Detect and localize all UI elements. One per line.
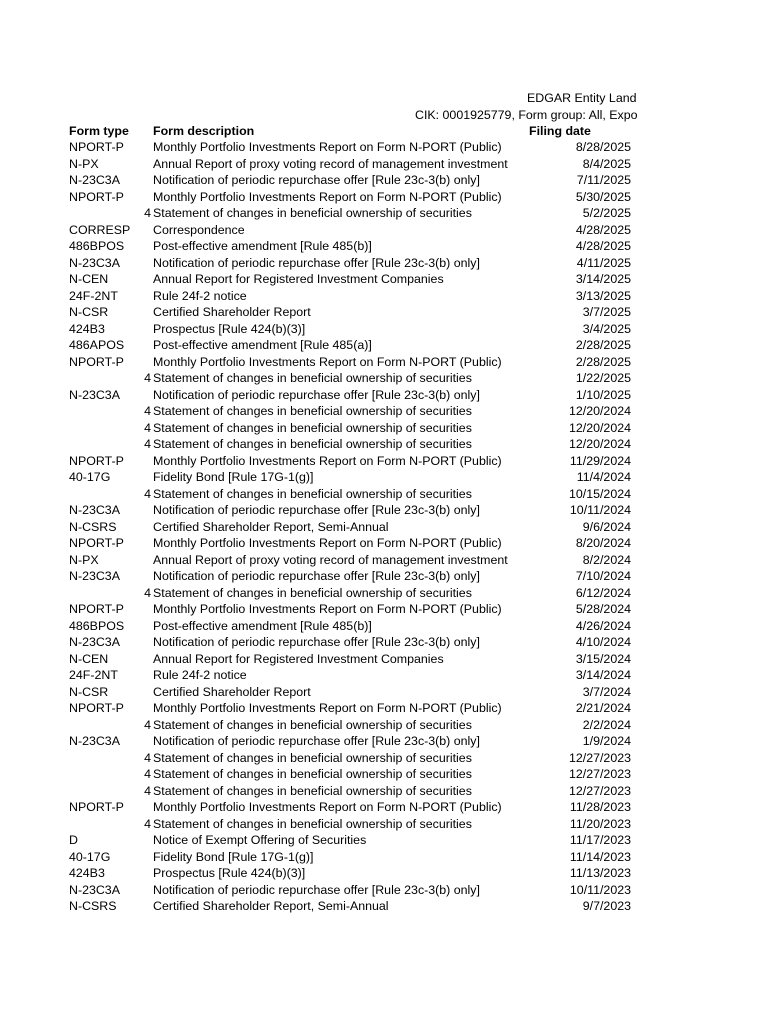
filing-date-cell: 10/15/2024 [568, 486, 631, 501]
form-type-cell: NPORT-P [69, 602, 124, 616]
form-description-cell: Notification of periodic repurchase offer [Rule 23c-3(b) only] [153, 635, 480, 649]
table-row [0, 420, 768, 437]
filing-date-cell: 12/27/2023 [568, 783, 631, 798]
table-row [0, 552, 768, 569]
table-row [0, 337, 768, 354]
table-row [0, 238, 768, 255]
form-type-cell: 4 [144, 420, 151, 435]
filing-date-cell: 4/28/2025 [575, 222, 631, 237]
table-row [0, 568, 768, 585]
form-type-cell: N-CEN [69, 272, 109, 286]
table-row [0, 816, 768, 833]
table-row [0, 601, 768, 618]
form-description-cell: Statement of changes in beneficial ownership of securities [153, 585, 472, 600]
filing-date-cell: 11/13/2023 [569, 866, 631, 880]
filing-date-cell: 12/27/2023 [568, 750, 631, 765]
table-row [0, 189, 768, 206]
report-subtitle: CIK: 0001925779, Form group: All, Expo [415, 108, 638, 122]
form-description-cell: Statement of changes in beneficial ownership of securities [153, 816, 472, 831]
filing-date-cell: 9/7/2023 [582, 899, 631, 913]
form-description-cell: Post-effective amendment [Rule 485(b)] [153, 618, 372, 633]
form-type-cell: D [69, 833, 78, 847]
table-row [0, 139, 768, 156]
table-row [0, 783, 768, 800]
filing-date-cell: 12/27/2023 [568, 767, 631, 781]
table-row [0, 403, 768, 420]
table-row [0, 849, 768, 866]
form-type-cell: 4 [144, 404, 151, 418]
filing-date-cell: 6/12/2024 [575, 585, 631, 600]
form-description-cell: Fidelity Bond [Rule 17G-1(g)] [153, 470, 314, 484]
form-type-cell: N-23C3A [69, 635, 120, 649]
form-description-cell: Annual Report of proxy voting record of management investment [153, 156, 508, 171]
filing-date-cell: 8/28/2025 [575, 140, 631, 154]
filing-date-cell: 5/30/2025 [575, 189, 631, 204]
form-type-cell: 4 [144, 816, 151, 831]
filing-date-cell: 1/10/2025 [575, 387, 631, 402]
form-type-cell: NPORT-P [69, 536, 124, 550]
form-description-cell: Statement of changes in beneficial ownership of securities [153, 767, 472, 781]
table-row [0, 585, 768, 602]
form-type-cell: 4 [144, 585, 151, 600]
table-row [0, 717, 768, 734]
table-row [0, 205, 768, 222]
form-type-cell: N-CSRS [69, 899, 117, 913]
filing-date-cell: 5/28/2024 [575, 602, 631, 616]
filing-date-cell: 11/28/2023 [569, 800, 631, 814]
form-type-cell: N-PX [69, 156, 99, 171]
filing-date-cell: 2/28/2025 [575, 338, 631, 352]
column-header-form-description: Form description [153, 124, 255, 138]
filing-date-cell: 3/4/2025 [582, 321, 631, 336]
filing-date-cell: 8/4/2025 [582, 156, 631, 171]
form-type-cell: NPORT-P [69, 701, 124, 715]
table-row [0, 667, 768, 684]
table-row [0, 882, 768, 899]
filing-date-cell: 3/7/2024 [582, 684, 631, 699]
table-row [0, 321, 768, 338]
filing-date-cell: 2/2/2024 [582, 717, 631, 732]
form-description-cell: Notification of periodic repurchase offer [Rule 23c-3(b) only] [153, 173, 480, 187]
form-type-cell: N-CSRS [69, 519, 117, 534]
filing-date-cell: 12/20/2024 [568, 437, 631, 451]
form-type-cell: 424B3 [69, 321, 105, 336]
form-description-cell: Certified Shareholder Report [153, 684, 311, 699]
table-row [0, 172, 768, 189]
table-row [0, 370, 768, 387]
form-description-cell: Fidelity Bond [Rule 17G-1(g)] [153, 849, 314, 864]
filing-date-cell: 8/20/2024 [575, 536, 631, 550]
form-description-cell: Prospectus [Rule 424(b)(3)] [153, 866, 306, 880]
form-type-cell: 24F-2NT [69, 288, 118, 303]
form-description-cell: Monthly Portfolio Investments Report on Form N-PORT (Public) [153, 701, 502, 715]
form-type-cell: 4 [144, 371, 151, 385]
filing-date-cell: 9/6/2024 [582, 519, 631, 534]
form-description-cell: Rule 24f-2 notice [153, 668, 247, 682]
table-row [0, 271, 768, 288]
form-description-cell: Monthly Portfolio Investments Report on Form N-PORT (Public) [153, 800, 502, 814]
table-row [0, 502, 768, 519]
form-type-cell: 40-17G [69, 849, 111, 864]
filing-date-cell: 10/11/2023 [569, 882, 631, 897]
form-type-cell: N-CSR [69, 305, 109, 319]
filing-date-cell: 2/21/2024 [575, 701, 631, 715]
form-type-cell: NPORT-P [69, 800, 124, 814]
form-description-cell: Annual Report for Registered Investment Companies [153, 651, 444, 666]
form-type-cell: N-23C3A [69, 173, 120, 187]
form-description-cell: Post-effective amendment [Rule 485(a)] [153, 338, 372, 352]
form-description-cell: Certified Shareholder Report, Semi-Annual [153, 519, 389, 534]
form-description-cell: Statement of changes in beneficial ownership of securities [153, 206, 472, 220]
form-type-cell: NPORT-P [69, 453, 124, 468]
form-description-cell: Statement of changes in beneficial ownership of securities [153, 404, 472, 418]
table-row [0, 535, 768, 552]
form-type-cell: N-CEN [69, 651, 109, 666]
table-row [0, 750, 768, 767]
table-row [0, 486, 768, 503]
table-row [0, 799, 768, 816]
form-description-cell: Monthly Portfolio Investments Report on Form N-PORT (Public) [153, 602, 502, 616]
table-row [0, 700, 768, 717]
form-description-cell: Rule 24f-2 notice [153, 288, 247, 303]
form-description-cell: Notification of periodic repurchase offer [Rule 23c-3(b) only] [153, 387, 480, 402]
filing-date-cell: 10/11/2024 [569, 503, 631, 517]
form-type-cell: N-CSR [69, 684, 109, 699]
form-type-cell: NPORT-P [69, 189, 124, 204]
form-type-cell: N-23C3A [69, 255, 120, 270]
table-row [0, 684, 768, 701]
table-row [0, 618, 768, 635]
table-row [0, 634, 768, 651]
filing-date-cell: 12/20/2024 [568, 404, 631, 418]
form-description-cell: Statement of changes in beneficial ownership of securities [153, 750, 472, 765]
form-description-cell: Notification of periodic repurchase offer [Rule 23c-3(b) only] [153, 255, 480, 270]
filing-date-cell: 11/29/2024 [569, 453, 631, 468]
table-row [0, 651, 768, 668]
filing-date-cell: 4/10/2024 [575, 635, 631, 649]
form-type-cell: 4 [144, 783, 151, 798]
form-description-cell: Notification of periodic repurchase offer [Rule 23c-3(b) only] [153, 734, 480, 748]
table-row [0, 469, 768, 486]
filing-date-cell: 1/22/2025 [575, 371, 631, 385]
filing-date-cell: 3/14/2024 [575, 668, 631, 682]
form-description-cell: Monthly Portfolio Investments Report on Form N-PORT (Public) [153, 354, 502, 369]
filings-table [0, 139, 768, 915]
filing-date-cell: 3/15/2024 [575, 651, 631, 666]
form-description-cell: Notification of periodic repurchase offer [Rule 23c-3(b) only] [153, 882, 480, 897]
form-description-cell: Monthly Portfolio Investments Report on Form N-PORT (Public) [153, 536, 502, 550]
filing-date-cell: 5/2/2025 [582, 206, 631, 220]
form-type-cell: 4 [144, 750, 151, 765]
form-description-cell: Post-effective amendment [Rule 485(b)] [153, 239, 372, 253]
form-type-cell: 40-17G [69, 470, 111, 484]
column-header-filing-date: Filing date [529, 124, 591, 138]
filing-date-cell: 8/2/2024 [582, 552, 631, 567]
filing-date-cell: 7/10/2024 [575, 569, 631, 583]
filing-date-cell: 4/28/2025 [575, 239, 631, 253]
table-row [0, 832, 768, 849]
form-type-cell: 424B3 [69, 866, 105, 880]
form-type-cell: N-23C3A [69, 569, 120, 583]
table-row [0, 387, 768, 404]
filing-date-cell: 11/20/2023 [569, 816, 631, 831]
filing-date-cell: 3/13/2025 [575, 288, 631, 303]
table-row [0, 733, 768, 750]
filing-date-cell: 11/4/2024 [576, 470, 631, 484]
form-description-cell: Statement of changes in beneficial ownership of securities [153, 486, 472, 501]
table-row [0, 288, 768, 305]
form-description-cell: Certified Shareholder Report, Semi-Annual [153, 899, 389, 913]
form-type-cell: 24F-2NT [69, 668, 118, 682]
form-description-cell: Prospectus [Rule 424(b)(3)] [153, 321, 306, 336]
form-type-cell: 4 [144, 767, 151, 781]
filing-date-cell: 4/26/2024 [575, 618, 631, 633]
table-row [0, 453, 768, 470]
form-type-cell: N-23C3A [69, 882, 120, 897]
form-description-cell: Monthly Portfolio Investments Report on Form N-PORT (Public) [153, 189, 502, 204]
form-description-cell: Correspondence [153, 222, 245, 237]
form-description-cell: Certified Shareholder Report [153, 305, 311, 319]
filing-date-cell: 3/7/2025 [582, 305, 631, 319]
table-row [0, 354, 768, 371]
form-description-cell: Notice of Exempt Offering of Securities [153, 833, 367, 847]
table-row [0, 156, 768, 173]
table-row [0, 436, 768, 453]
filing-date-cell: 11/17/2023 [569, 833, 631, 847]
form-description-cell: Monthly Portfolio Investments Report on Form N-PORT (Public) [153, 453, 502, 468]
form-description-cell: Monthly Portfolio Investments Report on Form N-PORT (Public) [153, 140, 502, 154]
form-type-cell: N-23C3A [69, 387, 120, 402]
table-row [0, 222, 768, 239]
filing-date-cell: 12/20/2024 [568, 420, 631, 435]
table-row [0, 304, 768, 321]
form-type-cell: 4 [144, 206, 151, 220]
column-header-form-type: Form type [69, 124, 129, 138]
form-description-cell: Statement of changes in beneficial ownership of securities [153, 437, 472, 451]
report-title: EDGAR Entity Land [527, 91, 637, 105]
filing-date-cell: 3/14/2025 [575, 272, 631, 286]
form-type-cell: N-PX [69, 552, 99, 567]
form-type-cell: 486BPOS [69, 239, 125, 253]
filing-date-cell: 4/11/2025 [576, 255, 631, 270]
filing-date-cell: 1/9/2024 [582, 734, 631, 748]
form-type-cell: 4 [144, 486, 151, 501]
filing-date-cell: 2/28/2025 [575, 354, 631, 369]
form-description-cell: Annual Report of proxy voting record of management investment [153, 552, 508, 567]
form-description-cell: Statement of changes in beneficial ownership of securities [153, 717, 472, 732]
table-row [0, 865, 768, 882]
form-description-cell: Annual Report for Registered Investment Companies [153, 272, 444, 286]
form-description-cell: Statement of changes in beneficial ownership of securities [153, 371, 472, 385]
table-row [0, 766, 768, 783]
form-type-cell: NPORT-P [69, 354, 124, 369]
form-type-cell: NPORT-P [69, 140, 124, 154]
form-type-cell: 4 [144, 437, 151, 451]
form-type-cell: N-23C3A [69, 734, 120, 748]
form-type-cell: 486APOS [69, 338, 125, 352]
filing-date-cell: 11/14/2023 [569, 849, 631, 864]
form-description-cell: Notification of periodic repurchase offer [Rule 23c-3(b) only] [153, 569, 480, 583]
form-description-cell: Statement of changes in beneficial ownership of securities [153, 420, 472, 435]
form-type-cell: N-23C3A [69, 503, 120, 517]
form-description-cell: Notification of periodic repurchase offer [Rule 23c-3(b) only] [153, 503, 480, 517]
form-type-cell: 4 [144, 717, 151, 732]
table-row [0, 519, 768, 536]
table-row [0, 255, 768, 272]
filing-date-cell: 7/11/2025 [576, 173, 631, 187]
form-type-cell: CORRESP [69, 222, 131, 237]
form-type-cell: 486BPOS [69, 618, 125, 633]
table-row [0, 898, 768, 915]
form-description-cell: Statement of changes in beneficial ownership of securities [153, 783, 472, 798]
